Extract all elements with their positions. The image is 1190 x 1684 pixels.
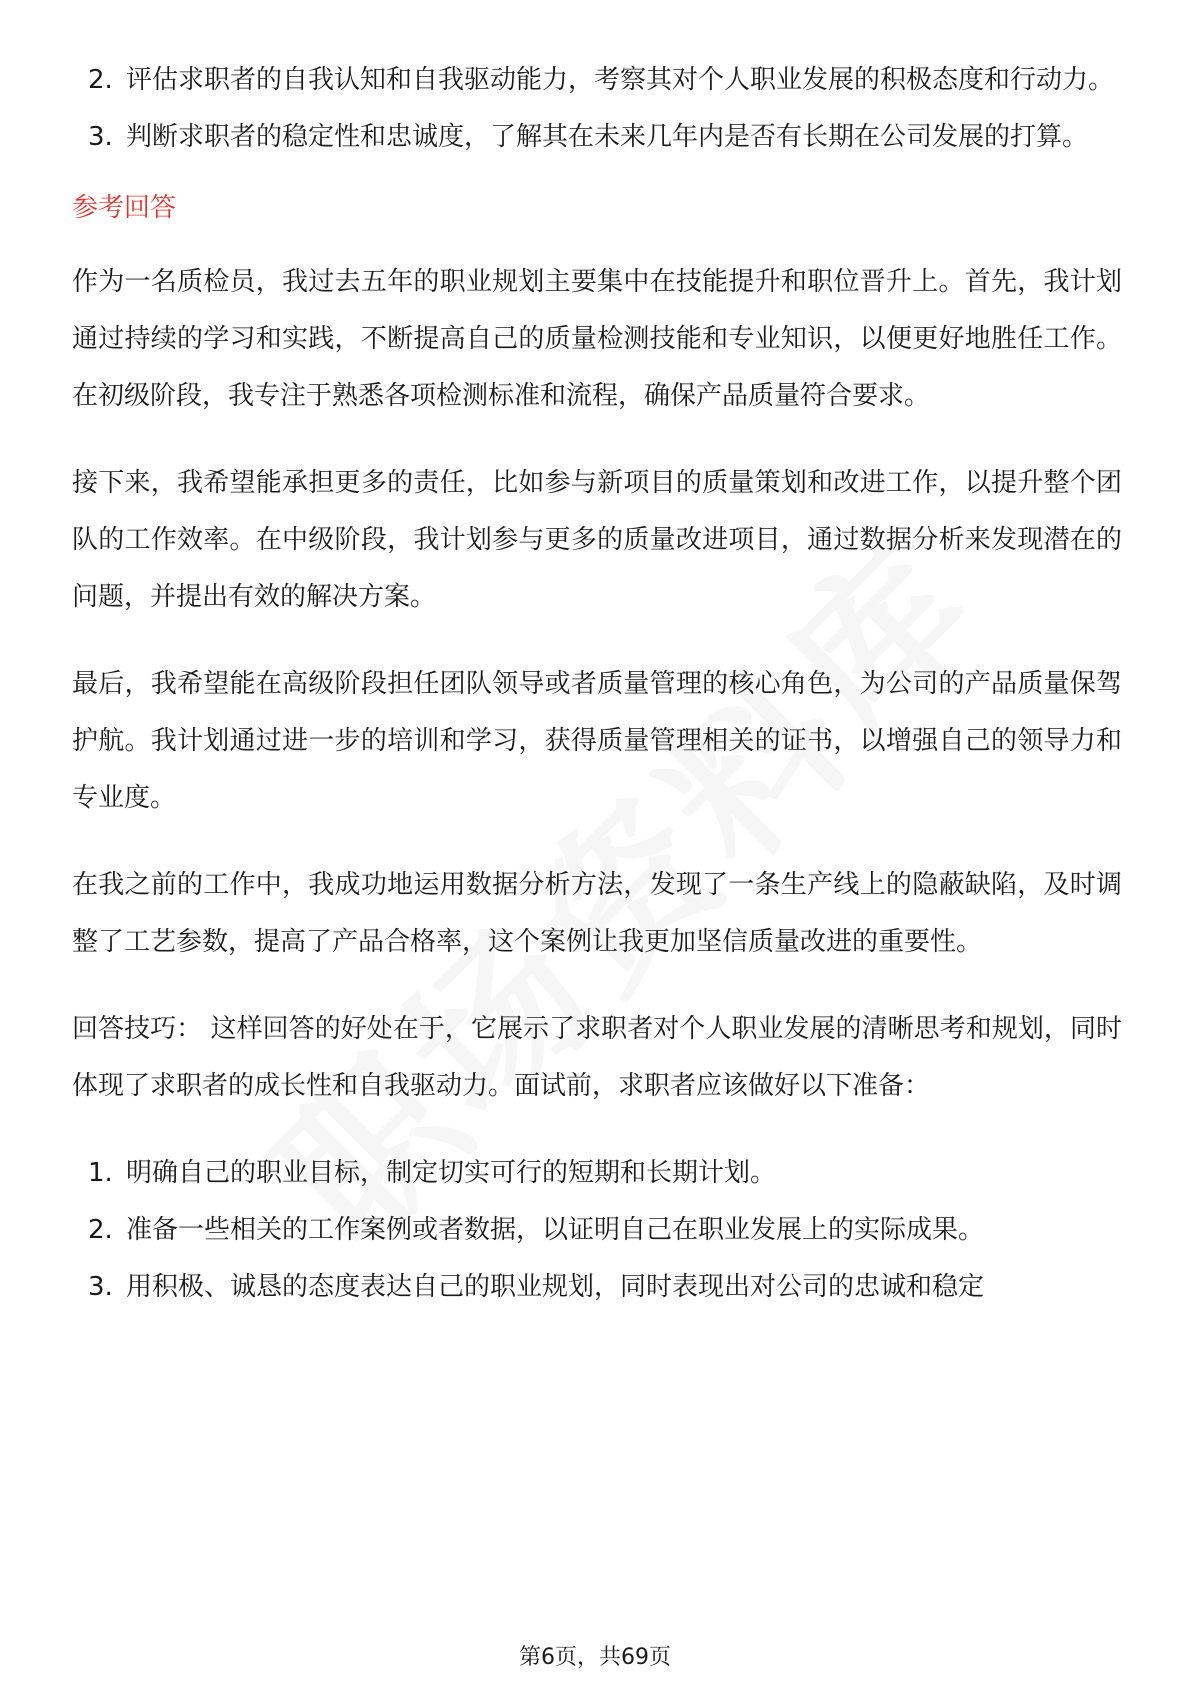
page-number-footer: 第6页，共69页 — [519, 1645, 671, 1670]
list-item-number: 3. — [88, 1272, 113, 1302]
preparation-list — [72, 1145, 1122, 1316]
list-item — [72, 1202, 1122, 1259]
list-item-text: 用积极、诚恳的态度表达自己的职业规划，同时表现出对公司的忠诚和稳定 — [126, 1272, 985, 1302]
list-item — [72, 109, 1122, 166]
list-item — [72, 52, 1122, 109]
paragraph: 最后，我希望能在高级阶段担任团队领导或者质量管理的核心角色，为公司的产品质量保驾护航。我计划通过进一步的培训和学习，获得质量管理相关的证书，以增强自己的领导力和专业度。 — [72, 669, 1122, 813]
list-item-number: 1. — [88, 1158, 113, 1188]
reference-answer-heading: 参考回答 — [72, 193, 177, 223]
paragraph: 在我之前的工作中，我成功地运用数据分析方法，发现了一条生产线上的隐蔽缺陷，及时调整了工艺参数，提高了产品合格率，这个案例让我更加坚信质量改进的重要性。 — [72, 870, 1122, 957]
paragraph: 接下来，我希望能承担更多的责任，比如参与新项目的质量策划和改进工作，以提升整个团队的工作效率。在中级阶段，我计划参与更多的质量改进项目，通过数据分析来发现潜在的问题，并提出有效的解决方案。 — [72, 468, 1122, 612]
answer-tips-paragraph: 回答技巧： 这样回答的好处在于，它展示了求职者对个人职业发展的清晰思考和规划，同时体现了求职者的成长性和自我驱动力。面试前，求职者应该做好以下准备： — [72, 1014, 1122, 1101]
list-item-text: 明确自己的职业目标，制定切实可行的短期和长期计划。 — [126, 1158, 777, 1188]
list-item-text: 准备一些相关的工作案例或者数据，以证明自己在职业发展上的实际成果。 — [126, 1215, 985, 1245]
objectives-list — [72, 52, 1122, 166]
list-item-number: 3. — [88, 122, 113, 152]
list-item-number: 2. — [88, 65, 113, 95]
page-content — [72, 52, 1122, 1316]
paragraph: 作为一名质检员，我过去五年的职业规划主要集中在技能提升和职位晋升上。首先，我计划通过持续的学习和实践，不断提高自己的质量检测技能和专业知识，以便更好地胜任工作。在初级阶段，我专注于熟悉各项检测标准和流程，确保产品质量符合要求。 — [72, 267, 1122, 411]
list-item — [72, 1259, 1122, 1316]
list-item — [72, 1145, 1122, 1202]
list-item-number: 2. — [88, 1215, 113, 1245]
list-item-text: 判断求职者的稳定性和忠诚度，了解其在未来几年内是否有长期在公司发展的打算。 — [126, 122, 1089, 152]
list-item-text: 评估求职者的自我认知和自我驱动能力，考察其对个人职业发展的积极态度和行动力。 — [126, 65, 1115, 95]
